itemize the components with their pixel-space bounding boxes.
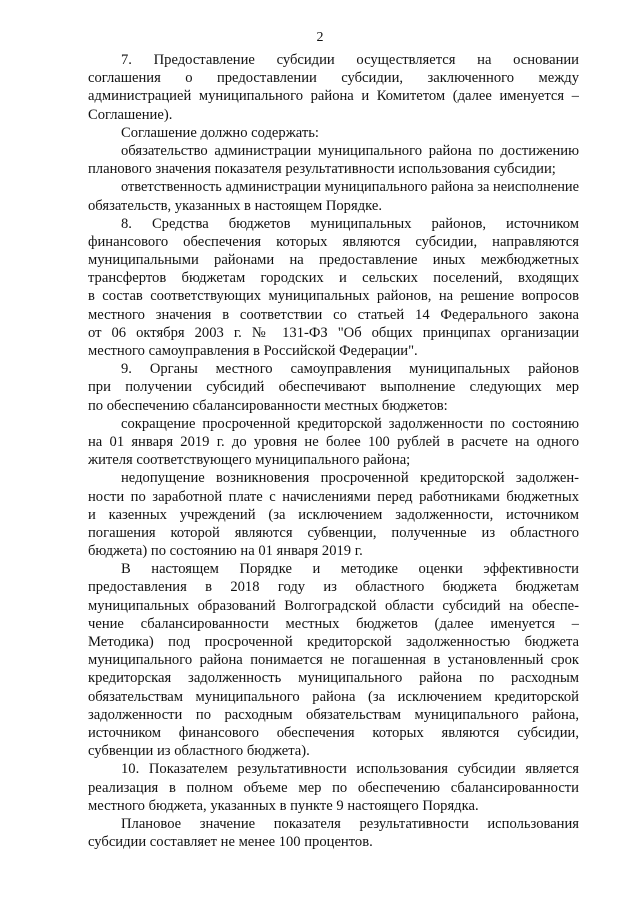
- text-line: 8. Средства бюджетов муниципальных районов, источником: [121, 215, 579, 232]
- text-line: и казенных учреждений (за исключением задолженности, источником: [88, 506, 579, 523]
- text-line: Соглашение должно содержать:: [121, 124, 319, 141]
- text-line: бюджета) по состоянию на 01 января 2019 г.: [88, 543, 363, 560]
- text-line: муниципальных образований Волгоградской области субсидий на обеспе-: [88, 597, 579, 614]
- text-line: 7. Предоставление субсидии осуществляется на основании: [121, 52, 579, 68]
- text-line: Плановое значение показателя результативности использования: [121, 815, 579, 832]
- text-line: на 01 января 2019 г. до уровня не более 100 рублей в расчете на одного: [88, 433, 579, 450]
- text-line: задолженности по расходным обязательствам муниципального района,: [88, 706, 579, 723]
- text-line: местного значения в соответствии со статьей 14 Федерального закона: [88, 306, 579, 323]
- text-line: жителя соответствующего муниципального района;: [88, 452, 411, 469]
- text-line: субсидии составляет не менее 100 процентов.: [88, 834, 373, 851]
- text-line: трансфертов бюджетам городских и сельских поселений, входящих: [88, 270, 579, 287]
- text-line: местного самоуправления в Российской Федерации".: [88, 343, 418, 359]
- text-line: чение сбалансированности местных бюджетов (далее именуется –: [88, 615, 579, 632]
- page-number: 2: [316, 30, 324, 45]
- text-line: кредиторская задолженность муниципального района по расходным: [88, 670, 579, 687]
- text-line: по обеспечению сбалансированности местных бюджетов:: [88, 397, 448, 414]
- text-line: муниципального района понимается не погашенная в установленный срок: [88, 652, 579, 669]
- text-line: Соглашение).: [88, 106, 173, 123]
- text-line: обязательств, указанных в настоящем Порядке.: [88, 197, 382, 214]
- text-line: соглашения о предоставлении субсидии, заключенного между: [88, 70, 579, 87]
- text-line: В настоящем Порядке и методике оценки эффективности: [121, 561, 579, 578]
- text-line: реализация в полном объеме мер по обеспечению сбалансированности: [88, 779, 579, 796]
- text-line: Методика) под просроченной кредиторской задолженностью бюджета: [88, 634, 579, 650]
- text-line: планового значения показателя результативности использования субсидии;: [88, 161, 556, 178]
- text-line: недопущение возникновения просроченной кредиторской задолжен-: [121, 470, 579, 487]
- document-body: [88, 51, 579, 851]
- text-line: 10. Показателем результативности использования субсидии является: [121, 761, 579, 778]
- text-line: при получении субсидий обеспечивают выполнение следующих мер: [88, 379, 579, 396]
- text-line: 9. Органы местного самоуправления муниципальных районов: [121, 361, 579, 378]
- text-line: финансового обеспечения которых являются субсидии, направляются: [88, 233, 579, 250]
- text-line: ответственность администрации муниципального района за неисполнение: [121, 179, 579, 196]
- text-line: обязательство администрации муниципального района по достижению: [121, 142, 579, 159]
- text-line: ности по заработной плате с начислениями перед работниками бюджетных: [88, 488, 579, 505]
- text-line: источником финансового обеспечения которых являются субсидии,: [88, 724, 579, 741]
- text-line: погашения которой являются субвенции, полученные из областного: [88, 524, 579, 541]
- text-line: местного бюджета, указанных в пункте 9 настоящего Порядка.: [88, 797, 479, 814]
- text-line: субвенции из областного бюджета).: [88, 743, 310, 760]
- text-line: в состав соответствующих муниципальных районов, на решение вопросов: [88, 288, 579, 305]
- text-line: предоставления в 2018 году из областного бюджета бюджетам: [88, 579, 579, 596]
- text-line: муниципальными районами на предоставление иных межбюджетных: [88, 252, 579, 269]
- text-line: от 06 октября 2003 г. № 131-ФЗ "Об общих принципах организации: [88, 324, 579, 341]
- text-line: сокращение просроченной кредиторской задолженности по состоянию: [121, 415, 579, 432]
- text-line: обязательствам муниципального района (за исключением кредиторской: [88, 688, 579, 705]
- text-line: администрацией муниципального района и Комитетом (далее именуется –: [88, 88, 579, 105]
